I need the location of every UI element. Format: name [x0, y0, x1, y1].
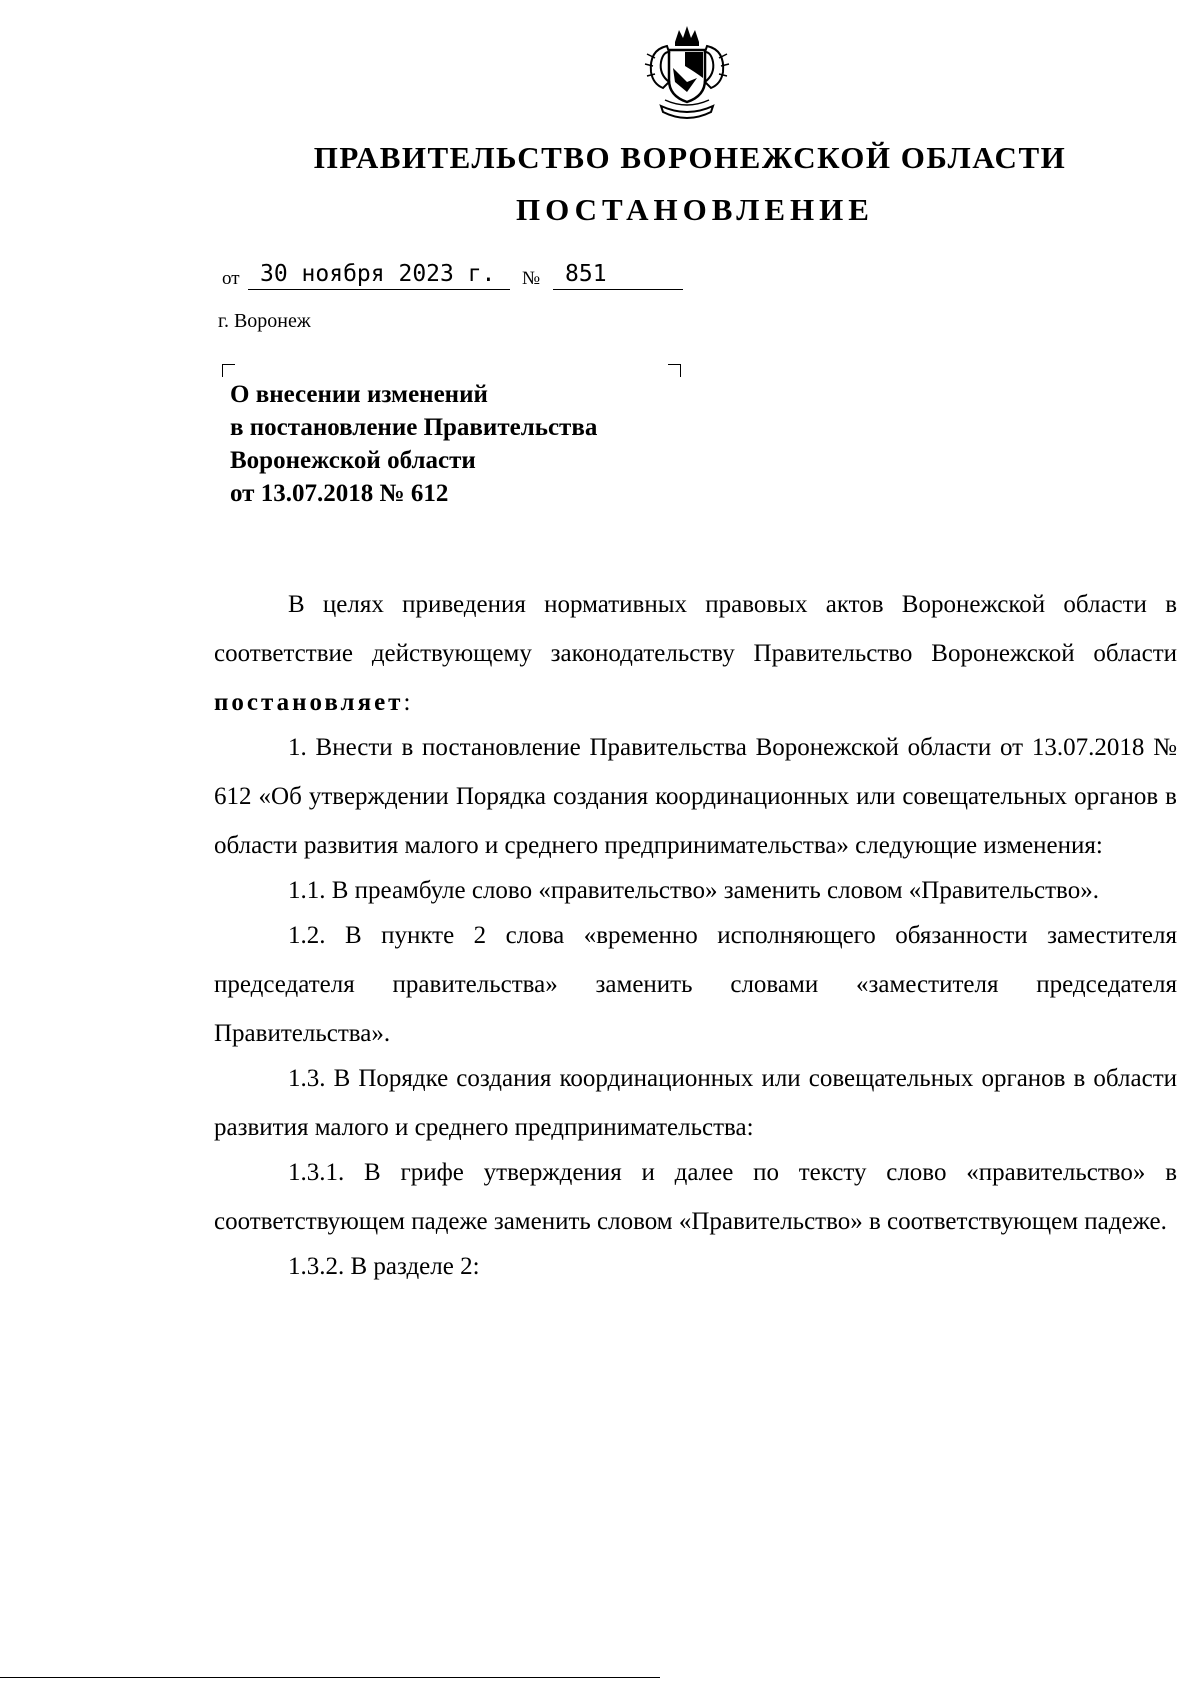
- date-field: [248, 259, 510, 290]
- document-body: [214, 580, 1177, 1291]
- subject-line: в постановление Правительства: [230, 414, 598, 441]
- paragraph-1-3-2: 1.3.2. В разделе 2:: [288, 1253, 480, 1280]
- intro-text: В целях приведения нормативных правовых актов Воронежской области в соответствие действующему законодательству Правительство Воронежской области: [214, 591, 1177, 667]
- number-field: [553, 259, 683, 290]
- subject-line: от 13.07.2018 № 612: [230, 480, 449, 507]
- footer-rule: [0, 1677, 660, 1678]
- number-value: 851: [565, 261, 607, 287]
- intro-paragraph: [214, 580, 1177, 727]
- paragraph-1-3: 1.3. В Порядке создания координационных или совещательных органов в области развития малого и среднего предпринимательства:: [214, 1065, 1177, 1141]
- document-type: ПОСТАНОВЛЕНИЕ: [516, 192, 874, 227]
- subject-bracket-left: [222, 364, 235, 377]
- date-label: от: [222, 268, 240, 289]
- paragraph-1-3-1: 1.3.1. В грифе утверждения и далее по тексту слово «правительство» в соответствующем падеже заменить словом «Правительство» в соответствующем падеже.: [214, 1159, 1177, 1235]
- subject-line: О внесении изменений: [230, 381, 488, 408]
- date-value: 30 ноября 2023 г.: [260, 261, 496, 287]
- subject-line: Воронежской области: [230, 447, 476, 474]
- document-subject: [230, 378, 710, 510]
- coat-of-arms-icon: [635, 22, 739, 126]
- paragraph-1-2: 1.2. В пункте 2 слова «временно исполняющего обязанности заместителя председателя правительства» заменить словами «заместителя председателя Правительства».: [214, 922, 1177, 1047]
- number-label: №: [522, 268, 541, 289]
- intro-emphasis: постановляет: [214, 689, 404, 716]
- subject-bracket-right: [668, 364, 681, 377]
- date-number-line: [222, 258, 682, 294]
- city-name: г. Воронеж: [218, 310, 311, 332]
- paragraph-1-1: 1.1. В преамбуле слово «правительство» заменить словом «Правительство».: [288, 877, 1099, 904]
- intro-end: :: [403, 689, 411, 716]
- paragraph-1: 1. Внести в постановление Правительства Воронежской области от 13.07.2018 № 612 «Об утверждении Порядка создания координационных или совещательных органов в области развития малого и среднего предпринимательства» следующие изменения:: [214, 734, 1177, 859]
- organization-title: ПРАВИТЕЛЬСТВО ВОРОНЕЖСКОЙ ОБЛАСТИ: [313, 140, 1067, 175]
